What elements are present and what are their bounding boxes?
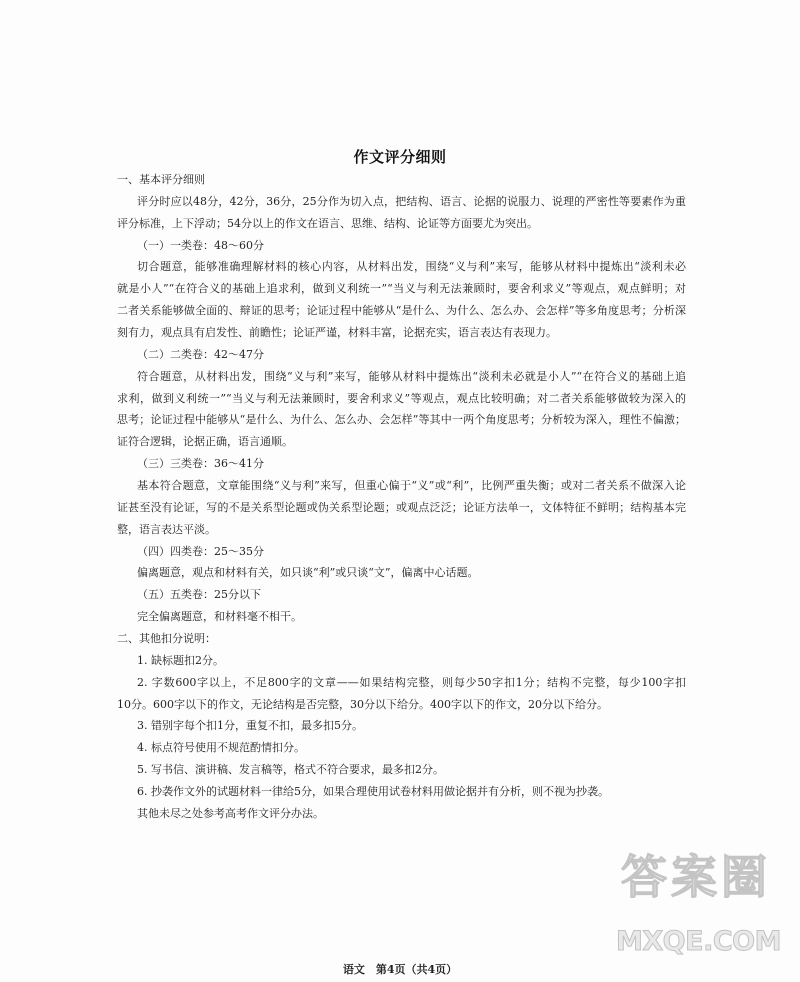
section-heading: 一、基本评分细则 [117, 173, 205, 186]
paragraph-line: 评分标准，上下浮动；54分以上的作文在语言、思维、结构、论证等方面要尤为突出。 [117, 216, 538, 230]
criteria-line: 刻有力，观点具有启发性、前瞻性；论证严谨，材料丰富，论据充实，语言表达有表现力。 [117, 326, 557, 340]
criteria-line: 证甚至没有论证，写的不是关系型论题或伪关系型论题；或观点泛泛；论证方法单一，文体特征不鲜明；结构基本完 [117, 500, 686, 514]
watermark-logo: 答案圈 [621, 850, 771, 904]
section-basic-criteria [117, 169, 686, 628]
deduction-rule: 2. 字数600字以上，不足800字的文章——如果结构完整，则每少50字扣1分；结构不完整，每少100字扣 [137, 675, 686, 689]
grade-block-5 [117, 584, 686, 628]
document-body [117, 169, 686, 825]
criteria-line: 偏离题意，观点和材料有关，如只谈“利”或只谈“文”，偏离中心话题。 [137, 566, 479, 580]
section-heading: 二、其他扣分说明： [117, 632, 216, 646]
criteria-line: 符合题意，从材料出发，围绕“义与利”来写，能够从材料中提炼出“淡利未必就是小人”“在符合义的基础上追 [137, 369, 686, 383]
grade-block-4 [117, 541, 686, 585]
deduction-rule: 3. 错别字每个扣1分，重复不扣，最多扣5分。 [137, 719, 363, 733]
deduction-rule-continued: 10分。600字以下的作文，无论结构是否完整，30分以下给分。400字以下的作文，20分以下给分。 [117, 697, 608, 711]
criteria-line: 切合题意，能够准确理解材料的核心内容，从材料出发，围绕“义与利”来写，能够从材料中提炼出“淡利未必 [137, 260, 686, 274]
watermark-site: MXQE.COM [616, 926, 781, 957]
deduction-rule: 6. 抄袭作文外的试题材料一律给5分，如果合理使用试卷材料用做论据并有分析，则不视为抄袭。 [137, 785, 609, 799]
closing-note: 其他未尽之处参考高考作文评分办法。 [137, 806, 324, 820]
grade-block-3 [117, 453, 686, 540]
grade-label: （一）一类卷：48～60分 [137, 238, 264, 252]
criteria-line: 就是小人”“在符合义的基础上追求利，做到义利统一”“当义与利无法兼顾时，要舍利求义”等观点，观点鲜明；对 [117, 282, 686, 296]
page-footer: 语文 第4页（共4页） [342, 963, 458, 976]
criteria-line: 基本符合题意，文章能围绕“义与利”来写，但重心偏于“义”或“利”，比例严重失衡；或对二者关系不做深入论 [137, 479, 686, 493]
deduction-rule: 4. 标点符号使用不规范酌情扣分。 [137, 741, 305, 755]
deduction-rule: 1. 缺标题扣2分。 [137, 653, 224, 667]
grade-label: （五）五类卷：25分以下 [137, 588, 261, 602]
grade-label: （四）四类卷：25～35分 [137, 544, 264, 558]
criteria-line: 证符合逻辑，论据正确，语言通顺。 [117, 435, 293, 449]
criteria-line: 求利，做到义利统一”“当义与利无法兼顾时，要舍利求义”等观点，观点比较明确；对二者关系能够做较为深入的 [117, 391, 686, 405]
criteria-line: 二者关系能够做全面的、辩证的思考；论证过程中能够从“是什么、为什么、怎么办、会怎样”等多角度思考；分析深 [117, 304, 686, 318]
criteria-line: 整，语言表达平淡。 [117, 522, 216, 536]
grade-label: （二）二类卷：42～47分 [137, 347, 264, 361]
deduction-rule: 5. 写书信、演讲稿、发言稿等，格式不符合要求，最多扣2分。 [137, 763, 444, 777]
criteria-line: 思考；论证过程中能够从“是什么、为什么、怎么办、会怎样”等其中一两个角度思考；分析较为深入，理性不偏激； [117, 413, 686, 427]
section-other-deductions [117, 628, 686, 825]
grade-label: （三）三类卷：36～41分 [137, 457, 264, 471]
grade-block-2 [117, 344, 686, 453]
grade-block-1 [117, 235, 686, 344]
document-title: 作文评分细则 [353, 148, 447, 166]
criteria-line: 完全偏离题意，和材料毫不相干。 [137, 610, 302, 624]
paragraph-line: 评分时应以48分，42分，36分，25分作为切入点，把结构、语言、论据的说服力、说理的严密性等要素作为重 [137, 194, 686, 208]
